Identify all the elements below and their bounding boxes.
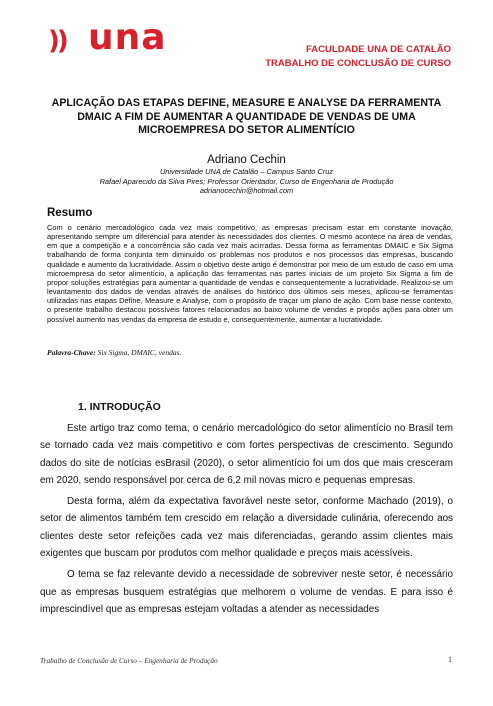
document-type: TRABALHO DE CONCLUSÃO DE CURSO xyxy=(265,58,451,69)
author-block xyxy=(40,153,453,196)
author-email: adrianocechin@hotmail.com xyxy=(199,186,294,195)
paper-title: APLICAÇÃO DAS ETAPAS DEFINE, MEASURE E ANALYSE DA FERRAMENTA DMAIC A FIM DE AUMENTAR A QUANTIDADE DE VENDAS DE UMA MICROEMPRESA DO SETOR ALIMENTÍCIO xyxy=(51,97,442,136)
keywords-value: Six Sigma, DMAIC, vendas. xyxy=(97,348,182,357)
institution-header xyxy=(265,43,451,71)
author-name: Adriano Cechin xyxy=(207,154,286,166)
logo-wordmark: una xyxy=(88,17,167,58)
abstract-text: Com o cenário mercadológico cada vez mais competitivo, as empresas precisam estar em constante inovação, apresentando sempre um diferencial para atender às necessidades dos clientes. O mesmo acontece na área de vendas, em que a competição e a concorrência são cada vez mais acirradas. Dessa forma as ferramentas DMAIC e Six Sigma trabalhando de forma conjunta tem diminuído os problemas nos produtos e nos processos das empresas, buscando qualidade e aumento da lucratividade. Assim o objetivo deste artigo é demonstrar por meio de um estudo de caso em uma microempresa do setor alimentício, a aplicação das ferramentas nas partes iniciais de um projeto Six Sigma a fim de propor soluções estratégias para aumentar a quantidade de vendas e consequentemente a lucratividade. Realizou-se um levantamento dos dados de vendas através de análises do histórico dos últimos seis meses, aplicou-se ferramentas utilizadas nas etapas Define, Measure e Analyse, com o propósito de traçar um plano de ação. Com base nesse contexto, o presente trabalho destacou possíveis fatores relacionados ao baixo volume de vendas e propôs ações para obter um possível aumento nas vendas da empresa de estudo e, consequentemente, aumentar a lucratividade. xyxy=(47,223,453,324)
advisor-line: Rafael Aparecido da Silva Pires; Professor Orientador, Curso de Engenharia de Produção xyxy=(99,176,394,186)
keywords-line xyxy=(47,348,181,357)
paragraph: Desta forma, além da expectativa favorável neste setor, conforme Machado (2019), o setor de alimentos também tem crescido em relação a diversidade culinária, oferecendo aos clientes deste setor refeições cada vez mais diferenciadas, gerando assim clientes mais exigentes que buscam por produtos com melhor qualidade e preços mais acessíveis. xyxy=(40,496,453,560)
footer-text: Trabalho de Conclusão de Curso – Engenharia de Produção xyxy=(40,656,218,665)
logo-brackets: )) xyxy=(48,26,66,56)
section-heading: 1. INTRODUÇÃO xyxy=(78,401,161,413)
page-number: 1 xyxy=(448,655,452,664)
una-logo xyxy=(48,17,193,60)
author-affiliation: Universidade UNA de Catalão – Campus Santo Cruz xyxy=(159,167,334,176)
keywords-label: Palavra-Chave: xyxy=(47,348,96,357)
paragraph: O tema se faz relevante devido a necessidade de sobreviver neste setor, é necessário que as empresas busquem estratégias que melhorem o volume de vendas. E para isso é imprescindível que as empresas estejam voltadas a atender as necessidades xyxy=(40,569,453,615)
abstract-heading: Resumo xyxy=(47,207,93,219)
institution-name: FACULDADE UNA DE CATALÃO xyxy=(306,44,451,55)
section-body xyxy=(40,420,453,618)
paragraph: Este artigo traz como tema, o cenário mercadológico do setor alimentício no Brasil tem se tornado cada vez mais competitivo e com fortes perspectivas de crescimento. Segundo dados do site de notícias esBrasil (2020), o setor alimentício foi um dos que mais cresceram em 2020, sendo responsável por cerca de 6,2 mil novas micro e pequenas empresas. xyxy=(40,423,453,486)
